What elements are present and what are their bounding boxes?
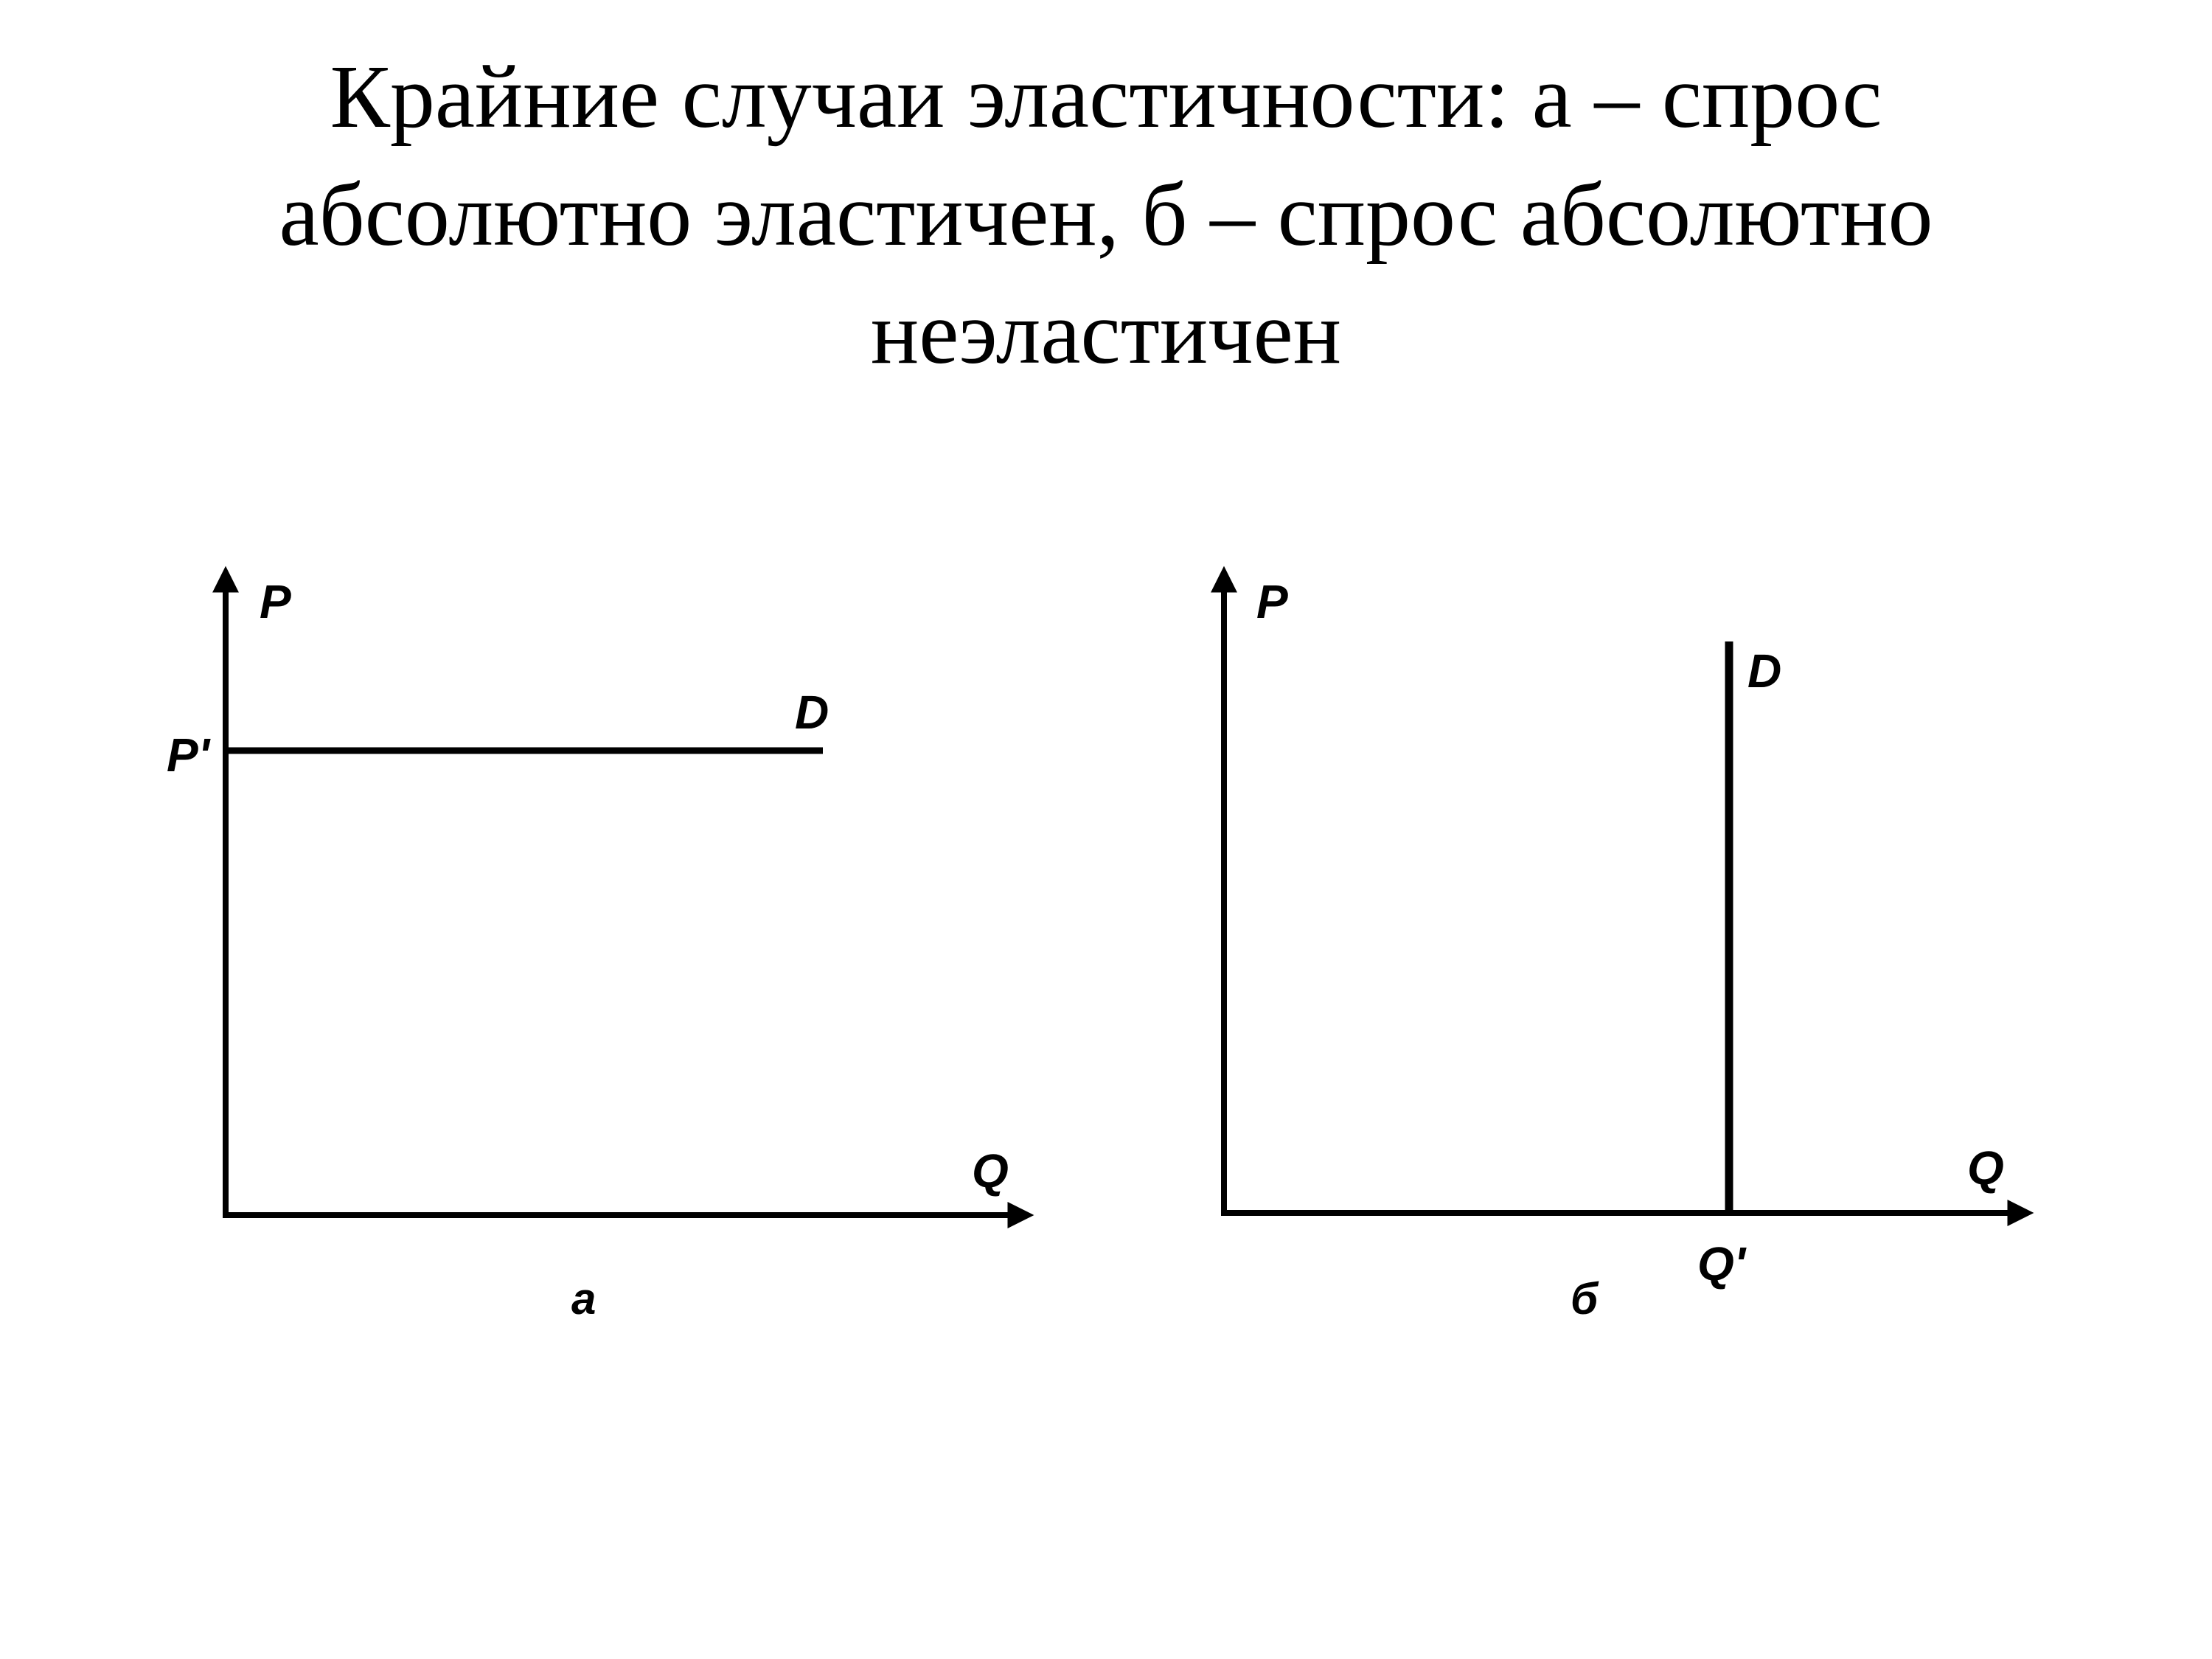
diagram-b [1221,575,2010,1324]
diagram-a-x-axis-label: Q [972,1144,1009,1197]
diagram-b-x-axis-label: Q [1967,1141,2004,1194]
title-line-3: неэластичен [870,283,1342,383]
title-line-2: абсолютно эластичен, б – спрос абсолютно [279,165,1933,265]
diagram-b-quantity-label: Q' [1697,1237,1745,1290]
title-line-1: Крайние случаи эластичности: а – спрос [330,47,1882,147]
diagram-a-price-label: P' [167,728,209,782]
diagram-b-y-axis-label: P [1256,575,1288,628]
diagram-a-y-axis-label: P [260,575,291,628]
diagram-b-curve-label: D [1747,644,1782,698]
diagram-a [167,575,1010,1324]
diagram-b-caption: б [1571,1274,1599,1324]
diagram-a-caption: а [571,1274,597,1324]
diagram-a-curve-label: D [795,686,830,739]
